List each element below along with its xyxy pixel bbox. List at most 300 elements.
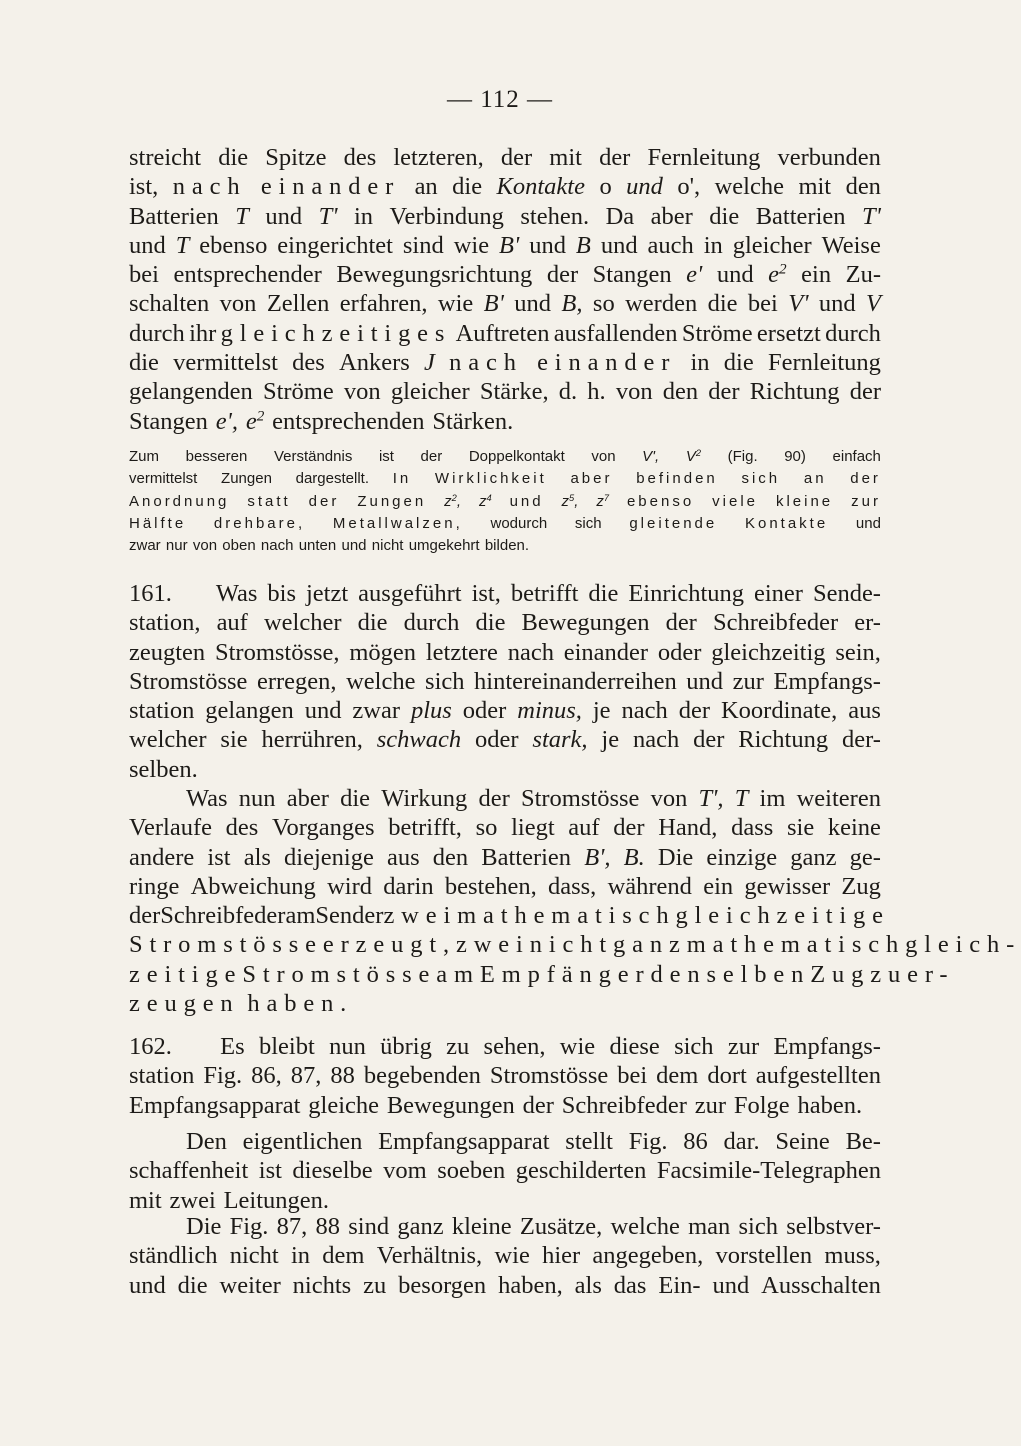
word: ist [258, 1157, 282, 1185]
word: aber [570, 470, 613, 488]
word: ist [378, 448, 394, 465]
word: die [177, 1271, 208, 1299]
word: dargestellt. [295, 470, 369, 488]
text-line [129, 696, 881, 725]
word: station [129, 1062, 195, 1090]
word: Seine [775, 1128, 830, 1155]
word: Zellen [266, 290, 330, 318]
word: Empfangs- [773, 1033, 881, 1060]
word: übrig [380, 1033, 432, 1060]
word: Stromstösse, [214, 638, 340, 666]
word: eingerichtet [277, 231, 393, 259]
word: bilden. [484, 537, 530, 555]
word: der [129, 902, 161, 930]
word: zur [851, 492, 881, 510]
text-line [129, 491, 881, 513]
word: herrühren, [261, 726, 363, 754]
word: bei [747, 290, 778, 318]
word: ist, [129, 173, 159, 201]
word: zeugen [129, 990, 240, 1018]
word: der [850, 470, 881, 488]
word: 162. [129, 1033, 172, 1060]
word: 90) [784, 448, 806, 465]
word: selbstver- [786, 1213, 881, 1240]
text-line [129, 1061, 881, 1090]
word: und [341, 537, 367, 555]
word: umgekehrt [408, 537, 480, 555]
word: Batterien [129, 202, 219, 230]
word: wie [559, 1033, 596, 1060]
word: von [615, 378, 653, 406]
text-line [129, 468, 881, 490]
word: des [225, 814, 259, 842]
word: zu [363, 1271, 387, 1299]
text-line [129, 1271, 881, 1300]
word: Auftreten [455, 319, 550, 347]
word: Empfangsapparat [129, 1091, 301, 1119]
word: und [716, 261, 754, 289]
word: bleibt [258, 1033, 315, 1060]
word: Sender [315, 902, 384, 930]
word: als [574, 1271, 602, 1299]
word: B' [499, 231, 520, 259]
text-line [129, 901, 890, 930]
word: haben, [498, 1271, 563, 1299]
word: am [436, 960, 480, 988]
text-line [129, 260, 881, 289]
word: des [343, 144, 377, 171]
text-line [129, 319, 881, 348]
word: Sende- [812, 580, 881, 607]
word: d. [558, 378, 578, 406]
word: bei [129, 261, 159, 289]
word: ist, [471, 580, 501, 607]
word: stehen. [520, 202, 590, 230]
word: dem [322, 1242, 365, 1270]
word: je [592, 697, 611, 725]
word: eigentlichen [242, 1128, 363, 1155]
word: kleine [775, 492, 834, 510]
word: einfach [832, 448, 881, 465]
word: Was [215, 580, 258, 607]
word: zwar [129, 537, 161, 555]
word: und [529, 231, 566, 259]
word: Empfangsapparat [378, 1128, 550, 1155]
word: sich [425, 667, 465, 695]
word: e' [686, 261, 703, 289]
word: und [509, 492, 544, 510]
word: von [192, 537, 218, 555]
word: vermittelst [129, 470, 198, 488]
word: des [292, 349, 325, 377]
word: Batterien [755, 202, 846, 230]
word: ausfallenden [553, 319, 678, 347]
word: vorstellen [715, 1242, 813, 1270]
word: B [575, 231, 591, 259]
text-line [129, 667, 881, 696]
word: Stangen [129, 407, 208, 435]
word: Batterien [481, 843, 572, 871]
word: ebenso [626, 492, 695, 510]
word: sich [674, 1033, 714, 1060]
word: hintereinanderreihen [474, 667, 677, 695]
word: einander [537, 349, 677, 377]
word: unten [298, 537, 337, 555]
word: kleine [451, 1213, 512, 1240]
word: von [343, 378, 381, 406]
word: die [588, 580, 619, 607]
word: Vorganges [272, 814, 375, 842]
word: 161. [129, 580, 172, 607]
text-line [129, 446, 881, 468]
word: ist [207, 843, 231, 871]
word: vermittelst [173, 349, 278, 377]
word: 86, [251, 1062, 282, 1090]
word: sind [402, 231, 444, 259]
word: nach [172, 173, 247, 201]
word: haben. [797, 1091, 863, 1119]
word: mit [798, 173, 832, 201]
word: Ausschalten [761, 1271, 881, 1299]
word: statt [247, 492, 291, 510]
word: ein [801, 261, 832, 289]
word: Es [220, 1033, 245, 1060]
word: gelangenden [129, 378, 253, 406]
word: von [591, 448, 616, 465]
word: mathematisch [457, 902, 676, 930]
word: 86 [683, 1128, 708, 1155]
text-line [129, 960, 955, 989]
word: angegeben, [592, 1242, 704, 1270]
word: gleichzeitige [675, 902, 890, 930]
word: mit [129, 1186, 162, 1214]
word: am [285, 902, 316, 930]
word: T' [861, 202, 881, 230]
word: einer [753, 580, 803, 607]
word: der [678, 697, 711, 725]
word: Hand, [658, 814, 718, 842]
word: bei [617, 1062, 648, 1090]
word: der [308, 492, 340, 510]
word: sie [220, 726, 248, 754]
word: nach [507, 638, 554, 666]
word: Be- [845, 1128, 881, 1155]
word: sie [786, 814, 815, 842]
word: Schreibfeder [561, 1091, 687, 1119]
word: letzteren, [393, 144, 484, 171]
word: wie [494, 1242, 530, 1270]
text-line [129, 989, 881, 1018]
word: welcher [129, 726, 207, 754]
word: Zug [841, 872, 881, 900]
word: zur [694, 1091, 726, 1119]
word: nach [260, 537, 294, 555]
word: o', [677, 173, 701, 201]
word: der [546, 261, 579, 289]
text-line [129, 535, 881, 557]
word: von [650, 785, 688, 812]
word: viele [712, 492, 758, 510]
word: Zu- [845, 261, 881, 289]
word: der [613, 814, 645, 842]
word: Empfangs- [773, 667, 881, 695]
word: mit [549, 144, 582, 171]
word: Empfänger [479, 960, 651, 988]
word: ganz [613, 931, 687, 959]
word: die [707, 290, 738, 318]
word: nur [165, 537, 188, 555]
word: aus [386, 843, 420, 871]
word: im [759, 785, 786, 812]
word: gewisser [744, 872, 831, 900]
text-line [129, 407, 881, 436]
word: 88 [330, 1062, 355, 1090]
word: Wirkung [381, 785, 468, 812]
word: besorgen [398, 1271, 487, 1299]
text-line [129, 608, 881, 637]
text-line [129, 348, 881, 377]
word: dem [656, 1062, 699, 1090]
word: Kontakte [744, 514, 829, 532]
word: andere [129, 843, 195, 871]
word: V' [788, 290, 809, 318]
word: ersetzt [756, 319, 821, 347]
word: nun [329, 1033, 366, 1060]
word: Metallwalzen, [332, 514, 463, 532]
word: Stärke, [479, 378, 549, 406]
word: Die [186, 1213, 222, 1240]
word: darin [383, 872, 434, 900]
word: Stromstösse [520, 785, 640, 812]
text-line [129, 1091, 881, 1120]
word: und [265, 202, 303, 230]
word: befinden [636, 470, 718, 488]
word: und [514, 290, 552, 318]
text-line [129, 1156, 881, 1185]
word: zwei [169, 1186, 216, 1214]
word: Bewegungen [521, 609, 650, 637]
word: man [688, 1213, 731, 1240]
word: wie [453, 231, 490, 259]
word: Zum [129, 448, 159, 465]
word: streicht [129, 144, 202, 171]
word: T' [318, 202, 338, 230]
word: Folge [733, 1091, 790, 1119]
word: Verhältnis, [376, 1242, 483, 1270]
word: sein, [835, 638, 881, 666]
word: dort [707, 1062, 747, 1090]
word: Anordnung [129, 492, 230, 510]
word: ganz [397, 1213, 444, 1240]
word: Fig. [203, 1062, 243, 1090]
word: In [392, 470, 412, 488]
word: er- [854, 609, 881, 637]
text-line [129, 231, 881, 260]
para-161 [129, 579, 881, 784]
word: Schreibfeder [160, 902, 286, 930]
word: B. [623, 843, 645, 871]
word: stark, [532, 726, 588, 754]
word: oben [222, 537, 256, 555]
word: und [129, 1271, 166, 1299]
word: und [855, 514, 881, 532]
word: Zug [810, 960, 871, 988]
word: ein [703, 872, 734, 900]
footnote [129, 446, 881, 557]
word: Leitungen. [223, 1186, 330, 1214]
word: 87, [290, 1062, 322, 1090]
word: Zungen [221, 470, 272, 488]
word: 88 [315, 1213, 341, 1240]
word: Abweichung [190, 872, 316, 900]
word: zeugten [129, 638, 206, 666]
word: haben. [247, 990, 354, 1018]
word: und [600, 231, 638, 259]
word: Facsimile-Telegraphen [656, 1157, 881, 1185]
word: wie [437, 290, 474, 318]
word: Zungen [357, 492, 427, 510]
word: der [420, 448, 443, 465]
word: in [290, 1242, 311, 1270]
word: Ankers [339, 349, 410, 377]
word: Spitze [265, 144, 327, 171]
word: letztere [425, 638, 498, 666]
word: dass, [547, 872, 597, 900]
word: Weise [821, 231, 881, 259]
text-line [129, 1212, 881, 1241]
word: sich [574, 514, 602, 532]
word: der [500, 144, 533, 171]
word: aufgestellten [755, 1062, 881, 1090]
text-line [129, 843, 881, 872]
word: wodurch [490, 514, 548, 532]
word: soeben [437, 1157, 506, 1185]
word: nun [238, 785, 276, 812]
word: $e^2$ [768, 260, 787, 289]
word: Fernleitung [767, 349, 881, 377]
word: Richtung [749, 378, 840, 406]
word: T [175, 231, 190, 259]
word: Bewegungsrichtung [336, 261, 533, 289]
word: weiter [219, 1271, 281, 1299]
word: Schreibfeder [712, 609, 839, 637]
text-line [129, 1241, 881, 1270]
word: nicht [229, 1242, 279, 1270]
word: und [818, 290, 856, 318]
word: so [592, 290, 615, 318]
word: 87, [276, 1213, 308, 1240]
word: der [849, 378, 881, 406]
word: $z^7$ [596, 492, 610, 510]
word: ausgeführt [358, 580, 462, 607]
word: während [607, 872, 692, 900]
word: zur [727, 1033, 760, 1060]
word: gelangen [205, 697, 294, 725]
word: Stromstösse [129, 667, 248, 695]
word: aber [650, 202, 693, 230]
word: gleicher [390, 378, 470, 406]
text-line [129, 579, 881, 608]
word: ihr [189, 319, 217, 347]
text-line [129, 172, 881, 201]
word: die [357, 609, 388, 637]
word: minus, [517, 697, 582, 725]
word: einzige [706, 843, 778, 871]
word: Verlaufe [129, 814, 212, 842]
word: Stärken. [432, 407, 514, 435]
word: durch [825, 319, 881, 347]
text-line [129, 289, 881, 318]
word: zu [446, 1033, 470, 1060]
para-zusaetze [129, 1212, 881, 1300]
word: welcher [263, 609, 342, 637]
word: ganz [790, 843, 837, 871]
text-line [129, 202, 881, 231]
text-line [129, 1032, 881, 1061]
word: betrifft [510, 580, 579, 607]
word: Ströme [681, 319, 753, 347]
word: sind [348, 1213, 390, 1240]
word: $z^2$, [444, 492, 461, 510]
word: sehen, [483, 1033, 546, 1060]
word: den [432, 843, 469, 871]
word: jetzt [306, 580, 349, 607]
word: $z^4$ [478, 492, 492, 510]
word: nichts [292, 1271, 352, 1299]
word: entsprechender [173, 261, 322, 289]
text-line [129, 638, 881, 667]
text-line [129, 725, 881, 754]
word: Bewegungen [386, 1091, 515, 1119]
word: die [475, 609, 506, 637]
word: Den [186, 1128, 227, 1155]
text-line [129, 1127, 881, 1156]
word: und [712, 1271, 750, 1299]
word: h. [587, 378, 606, 406]
word: der- [842, 726, 881, 754]
word: als [243, 843, 271, 871]
word: stellt [565, 1128, 613, 1155]
word: sich [738, 1213, 778, 1240]
word: Hälfte [129, 514, 187, 532]
word: gleichzeitiges [220, 319, 452, 347]
word: $z^5$, [561, 492, 579, 510]
word: Ein- [658, 1271, 701, 1299]
word: zur [732, 667, 764, 695]
word: hier [542, 1242, 581, 1270]
word: Stromstösse [489, 1062, 609, 1090]
word: J [424, 349, 435, 377]
word: dieselbe [292, 1157, 373, 1185]
word: Fernleitung [647, 144, 761, 171]
page-number: — 112 — [446, 86, 554, 113]
word: sich [741, 470, 781, 488]
word: in [354, 202, 374, 230]
para-stromstoesse [129, 784, 1021, 1018]
word: nach [632, 726, 680, 754]
word: und [304, 697, 342, 725]
word: nicht [529, 931, 613, 959]
word: o [599, 173, 612, 201]
word: die [452, 173, 483, 201]
word: gleitende [629, 514, 718, 532]
word: so [475, 814, 498, 842]
para-empfangsapparat [129, 1127, 881, 1215]
word: geschilderten [515, 1157, 647, 1185]
word: in [703, 231, 723, 259]
word: nicht [371, 537, 404, 555]
word: Verbindung [389, 202, 504, 230]
